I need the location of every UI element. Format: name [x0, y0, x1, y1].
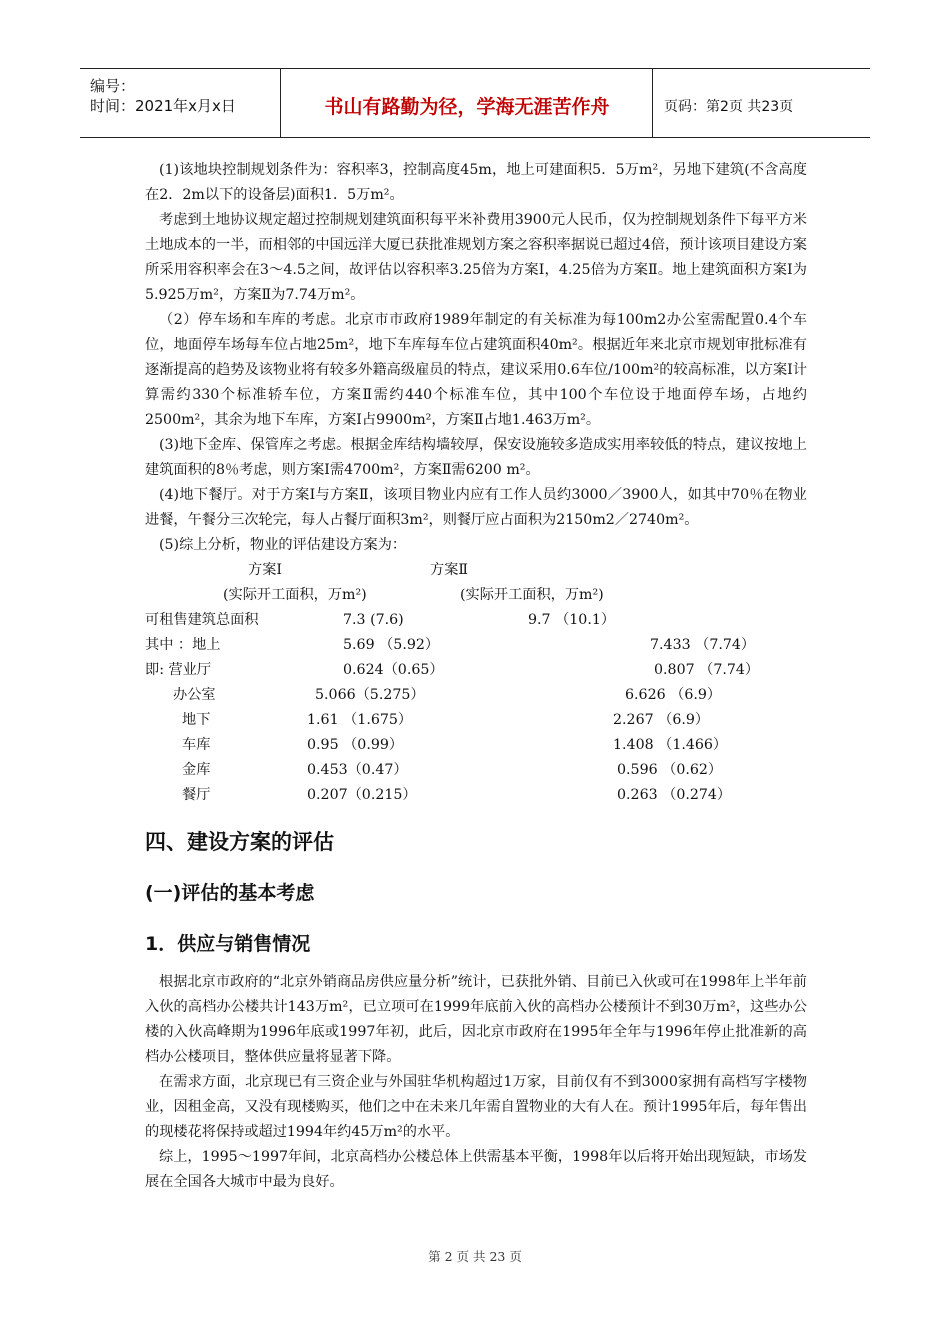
table-cell-scheme1: 7.3 (7.6) [343, 612, 404, 628]
table-cell-scheme2: 0.263 （0.274） [617, 787, 732, 803]
paragraph-vault: (3)地下金库、保管库之考虑。根据金库结构墙较厚，保安设施较多造成实用率较低的特点，建议按地上建筑面积的8％考虑，则方案I需4700m²，方案Ⅱ需6200 m²。 [145, 437, 807, 478]
table-cell-scheme2: 9.7 （10.1） [528, 612, 616, 628]
header-cell-page [654, 69, 870, 137]
scheme2-unit: (实际开工面积，万m²) [460, 587, 604, 603]
page-header [80, 68, 870, 138]
table-row-label: 车库 [182, 737, 211, 753]
table-cell-scheme1: 0.95 （0.99） [307, 737, 404, 753]
document-body [145, 158, 807, 1195]
table-cell-scheme1: 1.61 （1.675） [307, 712, 413, 728]
section-heading-4: 四、建设方案的评估 [145, 830, 334, 854]
table-cell-scheme1: 0.453（0.47） [307, 762, 408, 778]
table-row-label: 其中 ：地上 [145, 637, 221, 653]
table-cell-scheme2: 2.267 （6.9） [613, 712, 710, 728]
header-page-number: 页码：第2页 共23页 [664, 99, 794, 115]
header-motto: 书山有路勤为径，学海无涯苦作舟 [324, 96, 610, 118]
paragraph-parking: （2）停车场和车库的考虑。北京市市政府1989年制定的有关标准为每100m2办公室需配置0.4个车位，地面停车场每车位占地25m²，地下车库每车位占建筑面积40m²。根据近年来北京市规划审批标准有逐渐提高的趋势及该物业将有较多外籍高级雇员的特点，建议采用0.6车位/100m²的较高标准，以方案Ⅰ计算需约330个标准轿车位，方案Ⅱ需约440个标准车位，其中100个车位设于地面停车场，占地约2500m²，其余为地下车库，方案Ⅰ占9900m²，方案Ⅱ占地1.463万m²。 [145, 312, 807, 428]
header-cell-motto [282, 69, 653, 137]
table-row-label: 金库 [182, 762, 211, 778]
subsection-heading: (一)评估的基本考虑 [145, 882, 315, 904]
table-row-label: 即: 营业厅 [145, 662, 212, 678]
paragraph-supply: 根据北京市政府的“北京外销商品房供应量分析”统计，已获批外销、目前已入伙或可在1998年上半年前入伙的高档办公楼共计143万m²，已立项可在1999年底前入伙的高档办公楼预计不到30万m²，这些办公楼的入伙高峰期为1996年底或1997年初，此后，因北京市政府在1995年全年与1996年停止批准新的高档办公楼项目，整体供应量将显著下降。 [145, 974, 807, 1065]
table-row-label: 餐厅 [182, 787, 211, 803]
summary-table [145, 558, 807, 808]
table-cell-scheme2: 0.596 （0.62） [617, 762, 723, 778]
paragraph-restaurant: (4)地下餐厅。对于方案I与方案Ⅱ，该项目物业内应有工作人员约3000／3900人，如其中70％在物业进餐，午餐分三次轮完，每人占餐厅面积3m²，则餐厅应占面积为2150m2／2740m²。 [145, 487, 807, 528]
paragraph-conclusion: 综上，1995～1997年间，北京高档办公楼总体上供需基本平衡，1998年以后将开始出现短缺，市场发展在全国各大城市中最为良好。 [145, 1149, 807, 1190]
scheme1-header: 方案I [248, 562, 282, 578]
table-cell-scheme1: 5.69 （5.92） [343, 637, 440, 653]
subsubsection-heading: 1．供应与销售情况 [145, 933, 311, 955]
table-cell-scheme1: 5.066（5.275） [315, 687, 425, 703]
table-cell-scheme1: 0.624（0.65） [343, 662, 444, 678]
table-cell-scheme2: 6.626 （6.9） [625, 687, 722, 703]
table-cell-scheme2: 1.408 （1.466） [613, 737, 728, 753]
doc-date: 时间：2021年x月x日 [90, 97, 236, 115]
table-row-label: 地下 [182, 712, 211, 728]
page-footer: 第 2 页 共 23 页 [428, 1249, 522, 1264]
table-row-label: 办公室 [173, 687, 216, 703]
paragraph-summary-intro: (5)综上分析，物业的评估建设方案为： [159, 537, 407, 553]
paragraph-control-plan: (1)该地块控制规划条件为：容积率3，控制高度45m，地上可建面积5．5万m²，另地下建筑(不含高度在2．2m以下的设备层)面积1．5万m²。 [145, 162, 807, 203]
table-cell-scheme2: 7.433 （7.74） [650, 637, 756, 653]
paragraph-plot-ratio: 考虑到土地协议规定超过控制规划建筑面积每平米补费用3900元人民币，仅为控制规划条件下每平方米土地成本的一半，而相邻的中国远洋大厦已获批准规划方案之容积率据说已超过4倍，预计该项目建设方案所采用容积率会在3～4.5之间，故评估以容积率3.25倍为方案I，4.25倍为方案Ⅱ。地上建筑面积方案I为5.925万m²，方案Ⅱ为7.74万m²。 [145, 212, 807, 303]
scheme1-unit: (实际开工面积，万m²) [223, 587, 367, 603]
table-cell-scheme2: 0.807 （7.74） [654, 662, 760, 678]
table-row-label: 可租售建筑总面积 [145, 612, 259, 628]
scheme2-header: 方案Ⅱ [430, 562, 469, 578]
header-cell-meta [80, 69, 281, 137]
table-cell-scheme1: 0.207（0.215） [307, 787, 417, 803]
doc-code: 编号： [90, 77, 136, 95]
paragraph-demand: 在需求方面，北京现已有三资企业与外国驻华机构超过1万家，目前仅有不到3000家拥有高档写字楼物业，因租金高，又没有现楼购买，他们之中在未来几年需自置物业的大有人在。预计1995年后，每年售出的现楼花将保持或超过1994年约45万m²的水平。 [145, 1074, 807, 1140]
